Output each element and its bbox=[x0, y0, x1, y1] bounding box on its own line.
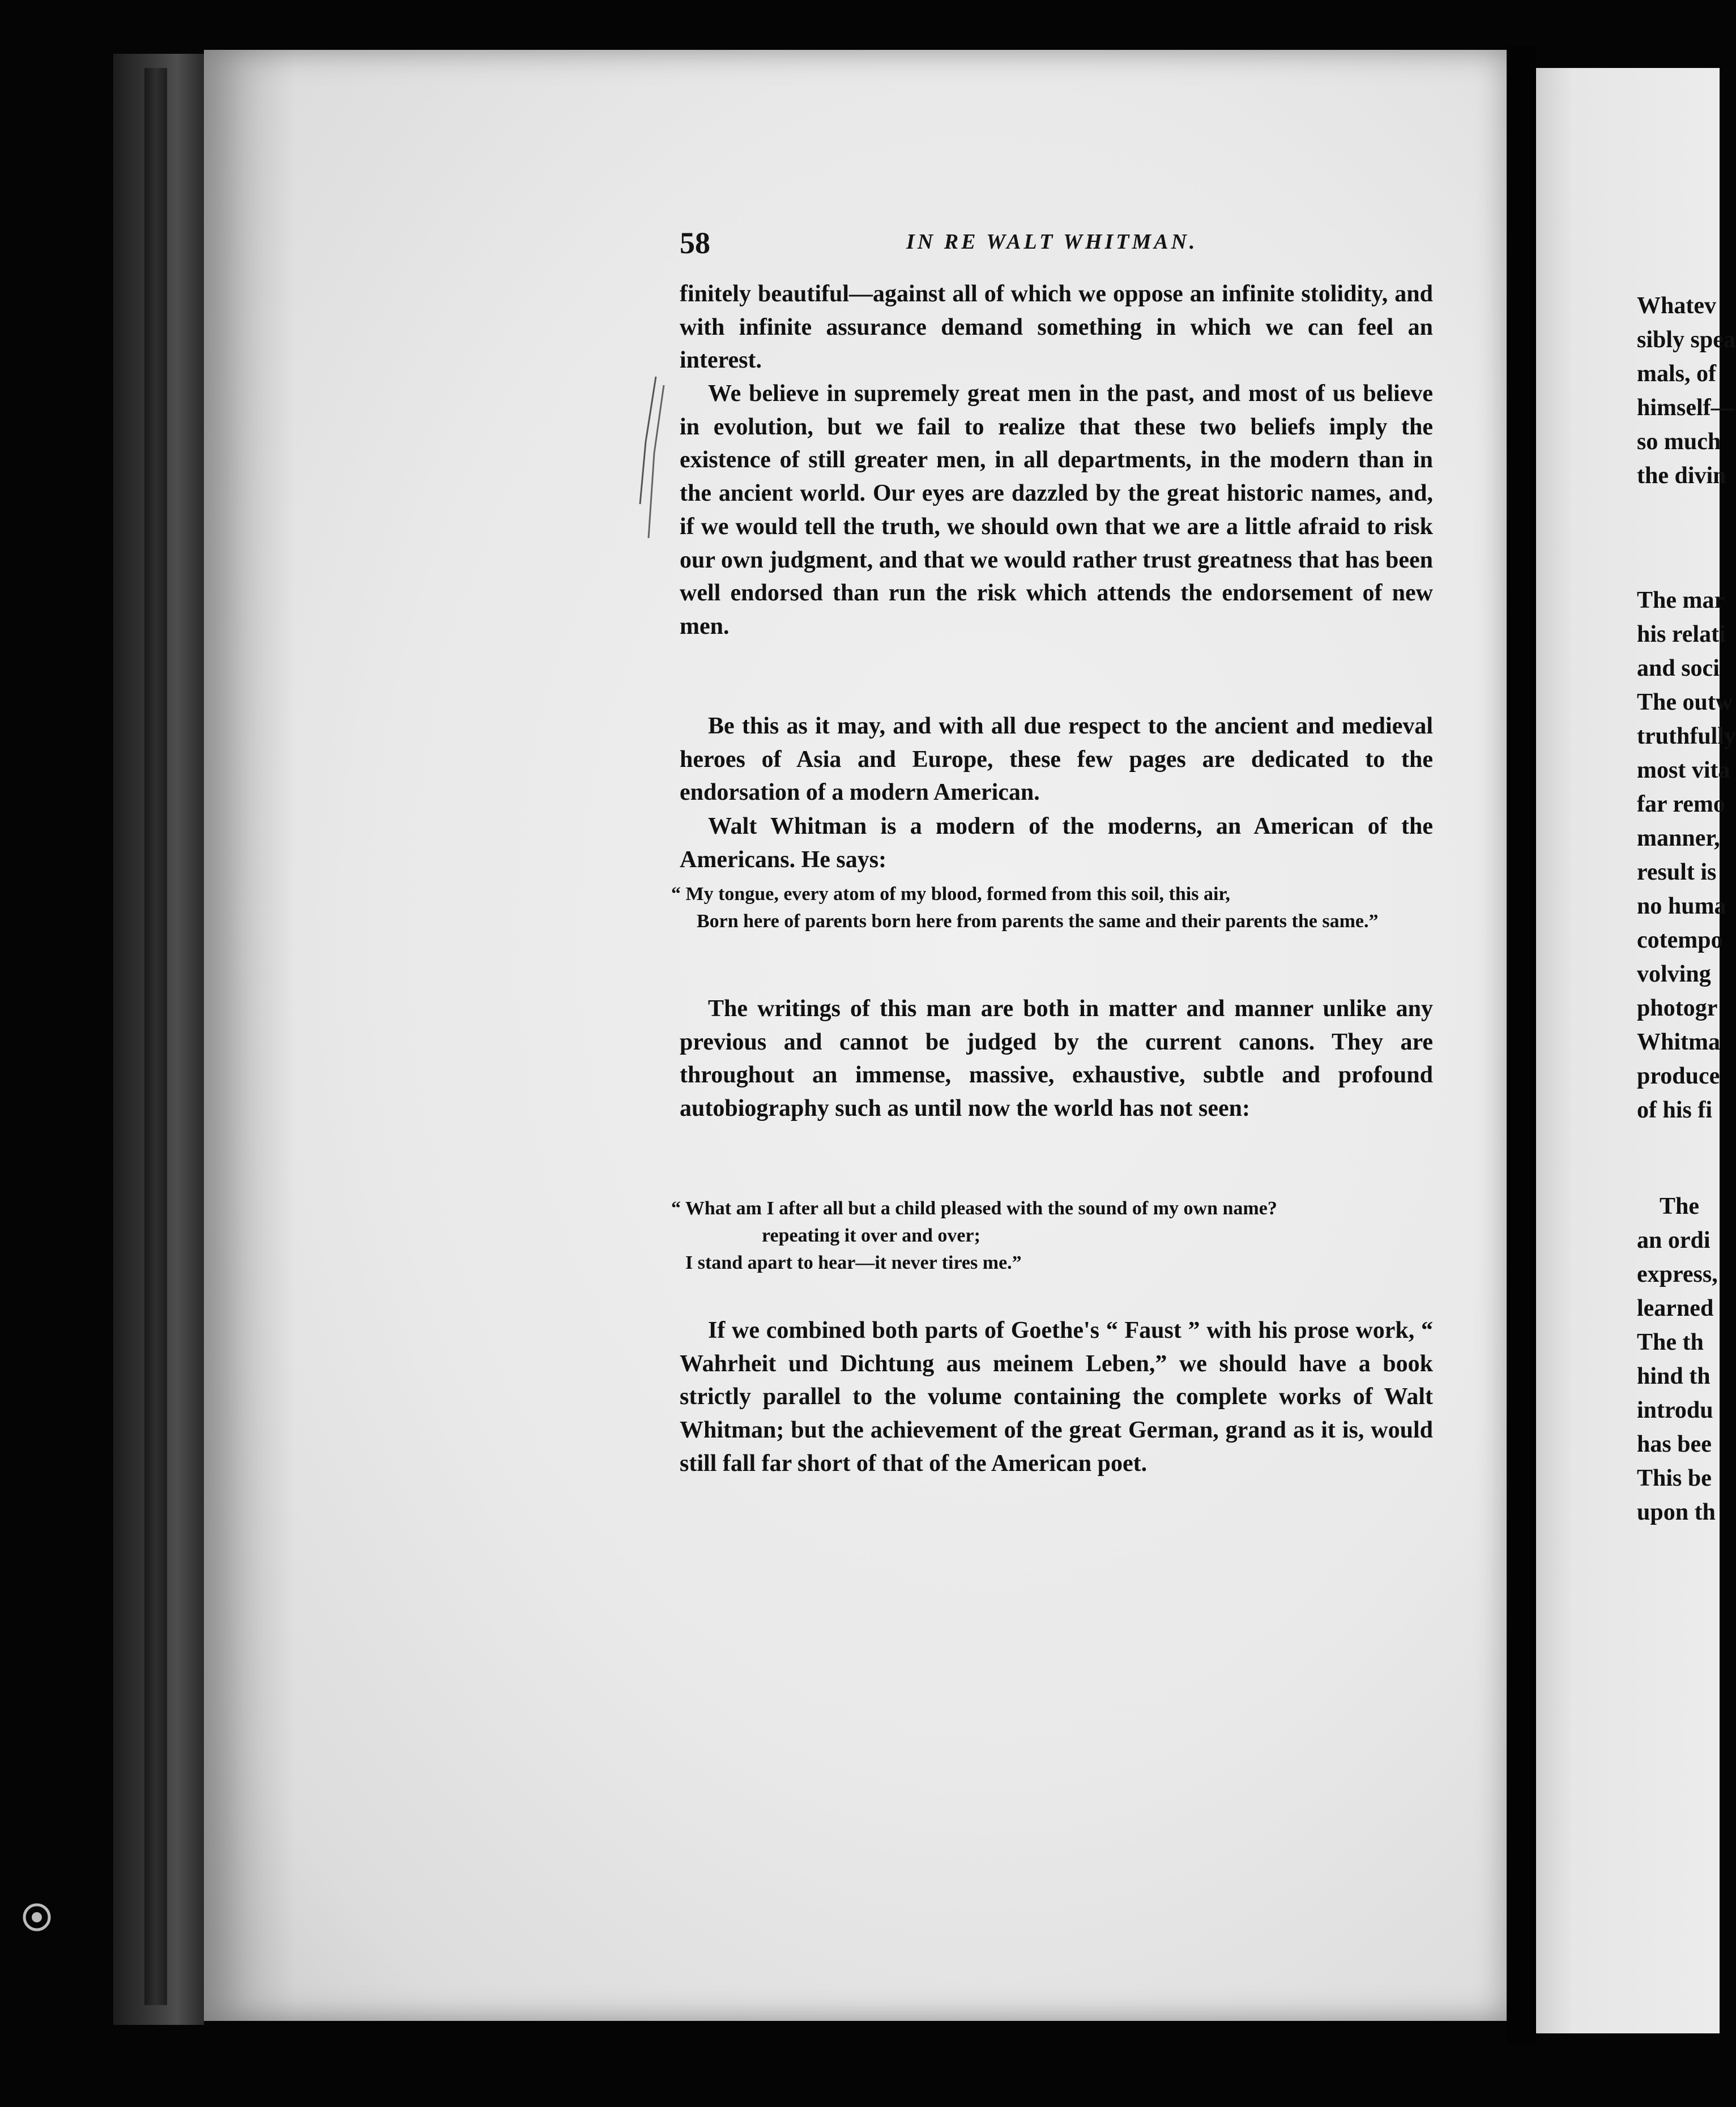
right-page-line: has bee bbox=[1637, 1431, 1712, 1457]
right-page-line: The th bbox=[1637, 1329, 1704, 1355]
right-page-block-3 bbox=[1637, 1189, 1718, 1529]
paragraph-1: finitely beautiful—against all of which we oppose an infinite stolidity, and with infinite assurance demand something in which we can feel an interest. bbox=[680, 281, 1433, 374]
verse-quote-1 bbox=[671, 881, 1433, 935]
paragraph-block-2 bbox=[680, 377, 1433, 643]
right-page-line: so much bbox=[1637, 429, 1721, 455]
paragraph-block-4 bbox=[680, 810, 1433, 876]
verse-line: I stand apart to hear—it never tires me.” bbox=[685, 1252, 1022, 1273]
right-page-line: of his fi bbox=[1637, 1097, 1713, 1123]
paragraph-continued bbox=[680, 278, 1433, 377]
film-ornament-icon bbox=[20, 1900, 54, 1934]
paragraph-6: If we combined both parts of Goethe's “ Faust ” with his prose work, “ Wahrheit und Dichtung aus meinem Leben,” we should have a book strictly parallel to the volume containing the complete works of Walt Whitman; but the achievement of the great German, grand as it is, would still fall far short of that of the American poet. bbox=[680, 1317, 1433, 1477]
paragraph-2: We believe in supremely great men in the past, and most of us believe in evolution, but we fail to realize that these two beliefs imply the existence of still greater men, in all departments, in the modern than in the ancient world. Our eyes are dazzled by the great historic names, and, if we would tell the truth, we should own that we are a little afraid to risk our own judgment, and that we would rather trust greatness that has been well endorsed than run the risk which attends the endorsement of new men. bbox=[680, 381, 1433, 639]
page-number: 58 bbox=[680, 226, 710, 260]
right-page-line: The outw bbox=[1637, 689, 1733, 715]
right-page-line: cotempo bbox=[1637, 927, 1723, 953]
right-page-line: far remo bbox=[1637, 791, 1725, 817]
right-page-line: express, bbox=[1637, 1261, 1718, 1287]
verse-line: “ My tongue, every atom of my blood, formed from this soil, this air, bbox=[671, 884, 1230, 905]
right-page-line: himself— bbox=[1637, 395, 1735, 421]
right-page-line: volving bbox=[1637, 961, 1711, 987]
right-page-line: most vita bbox=[1637, 757, 1730, 783]
paragraph-5: The writings of this man are both in matter and manner unlike any previous and cannot be judged by the current canons. They are throughout an immense, massive, exhaustive, subtle and profound autobiography such as until now the world has not seen: bbox=[680, 996, 1433, 1122]
right-page-line: The bbox=[1660, 1193, 1700, 1219]
verse-line: “ What am I after all but a child pleased with the sound of my own name? bbox=[671, 1198, 1277, 1219]
right-page-line: the divin bbox=[1637, 463, 1726, 489]
right-page-line: introdu bbox=[1637, 1397, 1713, 1423]
right-page-line: and soci bbox=[1637, 655, 1720, 681]
paragraph-block-5 bbox=[680, 992, 1433, 1125]
verse-quote-2 bbox=[671, 1195, 1433, 1277]
right-page-line: truthfully bbox=[1637, 723, 1736, 749]
right-page-line: result is bbox=[1637, 859, 1717, 885]
verse-line: Born here of parents born here from parents the same and their parents the same.” bbox=[697, 911, 1379, 932]
right-page-line: hind th bbox=[1637, 1363, 1711, 1389]
paragraph-4: Walt Whitman is a modern of the moderns, an American of the Americans. He says: bbox=[680, 813, 1433, 873]
right-page-line: manner, bbox=[1637, 825, 1720, 851]
right-page-line: sibly spea bbox=[1637, 327, 1735, 353]
right-page-line: no huma bbox=[1637, 893, 1726, 919]
right-page-line: photogr bbox=[1637, 995, 1718, 1021]
right-page-line: upon th bbox=[1637, 1499, 1716, 1525]
right-page-line: Whatev bbox=[1637, 293, 1716, 319]
right-page-block-1 bbox=[1637, 289, 1735, 493]
right-page-line: an ordi bbox=[1637, 1227, 1711, 1253]
right-page-line: The mar bbox=[1637, 587, 1725, 613]
paragraph-block-3 bbox=[680, 710, 1433, 809]
right-page-line: mals, of bbox=[1637, 361, 1716, 387]
paragraph-block-6 bbox=[680, 1314, 1433, 1481]
right-page-line: This be bbox=[1637, 1465, 1712, 1491]
binding-edge bbox=[144, 68, 167, 2005]
right-page-line: his relati bbox=[1637, 621, 1726, 647]
verse-line: repeating it over and over; bbox=[762, 1225, 980, 1246]
paragraph-3: Be this as it may, and with all due respect to the ancient and medieval heroes of Asia and Europe, these few pages are dedicated to the endorsation of a modern American. bbox=[680, 713, 1433, 806]
page-shadow bbox=[204, 50, 295, 2021]
pencil-margin-mark-icon bbox=[629, 374, 674, 544]
right-page-line: Whitma bbox=[1637, 1029, 1720, 1055]
page-gutter bbox=[1507, 45, 1536, 2045]
running-head-title: IN RE WALT WHITMAN. bbox=[906, 230, 1198, 254]
right-page-line: produce bbox=[1637, 1063, 1720, 1089]
right-page-block-2 bbox=[1637, 583, 1736, 1127]
right-page-line: learned bbox=[1637, 1295, 1714, 1321]
